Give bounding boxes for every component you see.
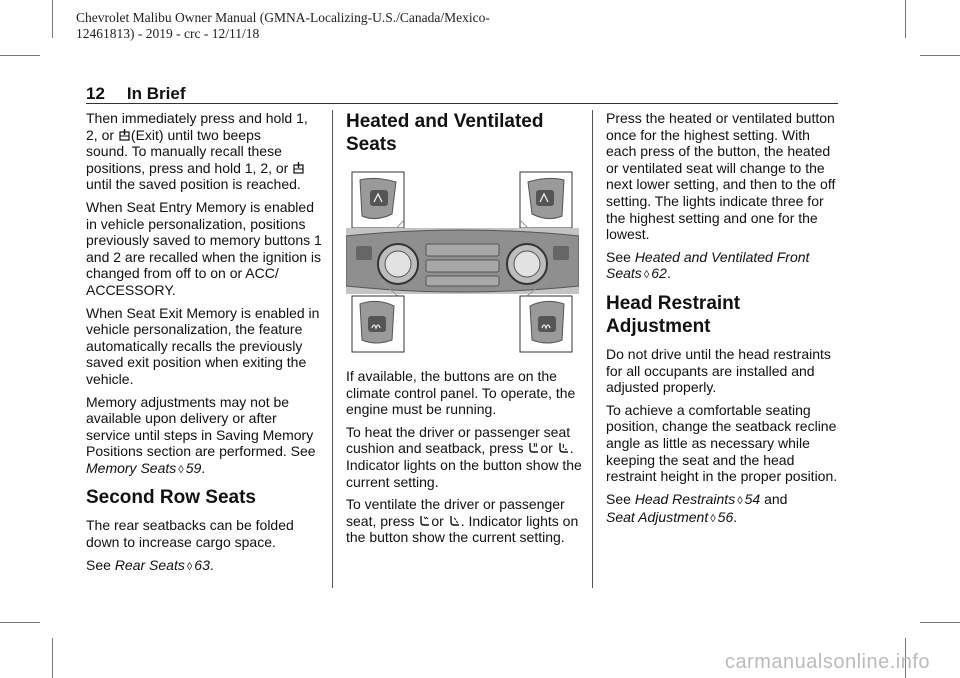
paragraph bbox=[346, 496, 582, 546]
watermark: carmanualsonline.info bbox=[724, 651, 930, 673]
column-3 bbox=[606, 110, 842, 534]
text: until the saved position is reached. bbox=[86, 176, 301, 193]
document-header bbox=[76, 10, 556, 42]
ventilated-seatback-icon bbox=[449, 515, 460, 527]
paragraph: The rear seatbacks can be folded down to increase cargo space. bbox=[86, 517, 294, 551]
section-heading-heated: Heated and Ventilated Seats bbox=[346, 111, 544, 155]
header-rule bbox=[86, 103, 838, 104]
text: . bbox=[666, 265, 671, 282]
text: and bbox=[764, 490, 788, 507]
seat-adjustment-link[interactable]: Seat Adjustment bbox=[606, 509, 709, 526]
crop-mark bbox=[920, 55, 960, 56]
paragraph bbox=[86, 557, 322, 576]
page-ref-arrow: ◊ bbox=[178, 463, 184, 476]
crop-mark bbox=[905, 0, 906, 38]
text: Memory adjustments may not be available upon delivery or after service until steps in Saving Memory Positions section are performed. See bbox=[86, 393, 316, 460]
climate-control-illustration bbox=[346, 170, 579, 356]
page-ref-arrow: ◊ bbox=[710, 513, 716, 526]
page-ref-arrow: ◊ bbox=[643, 269, 650, 282]
text: (Exit) until two beeps bbox=[130, 126, 261, 143]
text: . Indicator lights on the button show the current setting. bbox=[346, 512, 579, 546]
page-ref-arrow: ◊ bbox=[186, 560, 193, 573]
crop-mark bbox=[0, 55, 40, 56]
text: . bbox=[209, 556, 214, 573]
heated-seat-icon bbox=[528, 442, 539, 454]
column-1 bbox=[86, 110, 322, 581]
paragraph: When Seat Exit Memory is enabled in vehicle personalization, the feature automatically recalls the previously saved exit position when exiting the vehicle. bbox=[86, 304, 320, 387]
paragraph: If available, the buttons are on the climate control panel. To operate, the engine must be running. bbox=[346, 368, 576, 418]
paragraph bbox=[606, 491, 842, 528]
crop-mark bbox=[0, 622, 40, 623]
column-2 bbox=[346, 110, 582, 552]
text: Then immediately press and hold 1, bbox=[86, 110, 308, 126]
paragraph bbox=[86, 110, 322, 193]
paragraph bbox=[346, 424, 582, 490]
text: or bbox=[431, 512, 444, 529]
text: To heat the driver or passenger seat cushion and seatback, press bbox=[346, 423, 571, 457]
section-heading-head-restraint: Head Restraint Adjustment bbox=[606, 292, 741, 337]
paragraph: To achieve a comfortable seating position, change the seatback recline angle as little as necessary while keeping the seat and the head restraint height in the proper position. bbox=[606, 401, 838, 485]
paragraph: Do not drive until the head restraints for all occupants are installed and adjusted properly. bbox=[606, 345, 831, 396]
paragraph bbox=[606, 249, 842, 284]
paragraph: When Seat Entry Memory is enabled in vehicle personalization, positions previously saved to memory buttons 1 and 2 are recalled when the ignition is changed from off to on or ACC/ ACCESSORY. bbox=[86, 198, 322, 298]
text: positions, press and hold 1, 2, or bbox=[86, 159, 289, 176]
text: . Indicator lights on the button show the current setting. bbox=[346, 440, 582, 490]
document-header-line2: 12461813) - 2019 - crc - 12/11/18 bbox=[76, 26, 260, 41]
column-divider bbox=[332, 110, 333, 588]
text: See bbox=[86, 556, 111, 573]
column-divider bbox=[592, 110, 593, 588]
text: . bbox=[201, 459, 206, 476]
exit-memory-icon bbox=[119, 129, 130, 141]
heated-ventilated-seats-link[interactable]: Heated and Ventilated Front Seats bbox=[606, 248, 810, 282]
memory-seats-link[interactable]: Memory Seats bbox=[86, 459, 177, 476]
document-header-line1: Chevrolet Malibu Owner Manual (GMNA-Localizing-U.S./Canada/Mexico- bbox=[76, 10, 490, 25]
section-heading-second-row: Second Row Seats bbox=[86, 487, 256, 509]
crop-mark bbox=[52, 0, 53, 38]
heated-ventilated-seats-page[interactable]: 62 bbox=[651, 265, 667, 282]
head-restraints-page[interactable]: 54 bbox=[744, 490, 761, 507]
page-number: 12 bbox=[86, 84, 105, 103]
ventilated-seat-icon bbox=[419, 515, 430, 527]
head-restraints-link[interactable]: Head Restraints bbox=[634, 490, 736, 507]
page-heading bbox=[86, 84, 185, 104]
exit-memory-icon bbox=[293, 162, 304, 174]
text: See bbox=[606, 490, 631, 507]
text: 2, or bbox=[86, 126, 115, 143]
crop-mark bbox=[52, 638, 53, 678]
text: or bbox=[540, 440, 553, 457]
text: See bbox=[606, 248, 631, 265]
crop-mark bbox=[920, 622, 960, 623]
section-title: In Brief bbox=[126, 84, 186, 103]
climate-control-drawing bbox=[346, 170, 579, 356]
text: sound. To manually recall these bbox=[86, 143, 282, 160]
seat-adjustment-page[interactable]: 56 bbox=[717, 509, 734, 526]
paragraph: Press the heated or ventilated button once for the highest setting. With each press of the button, the heated or ventilated seat will change to the next lower setting, and then to the off setting. The lights indicate three for the highest setting and one for the lowest. bbox=[606, 110, 836, 243]
rear-seats-page[interactable]: 63 bbox=[194, 556, 210, 573]
memory-seats-page[interactable]: 59 bbox=[185, 459, 202, 476]
paragraph bbox=[86, 394, 322, 479]
rear-seats-link[interactable]: Rear Seats bbox=[114, 556, 185, 573]
text: . bbox=[733, 509, 738, 526]
text: To ventilate the driver or passenger seat, press bbox=[346, 496, 565, 529]
heated-seatback-icon bbox=[558, 442, 569, 454]
page-ref-arrow: ◊ bbox=[737, 494, 743, 507]
